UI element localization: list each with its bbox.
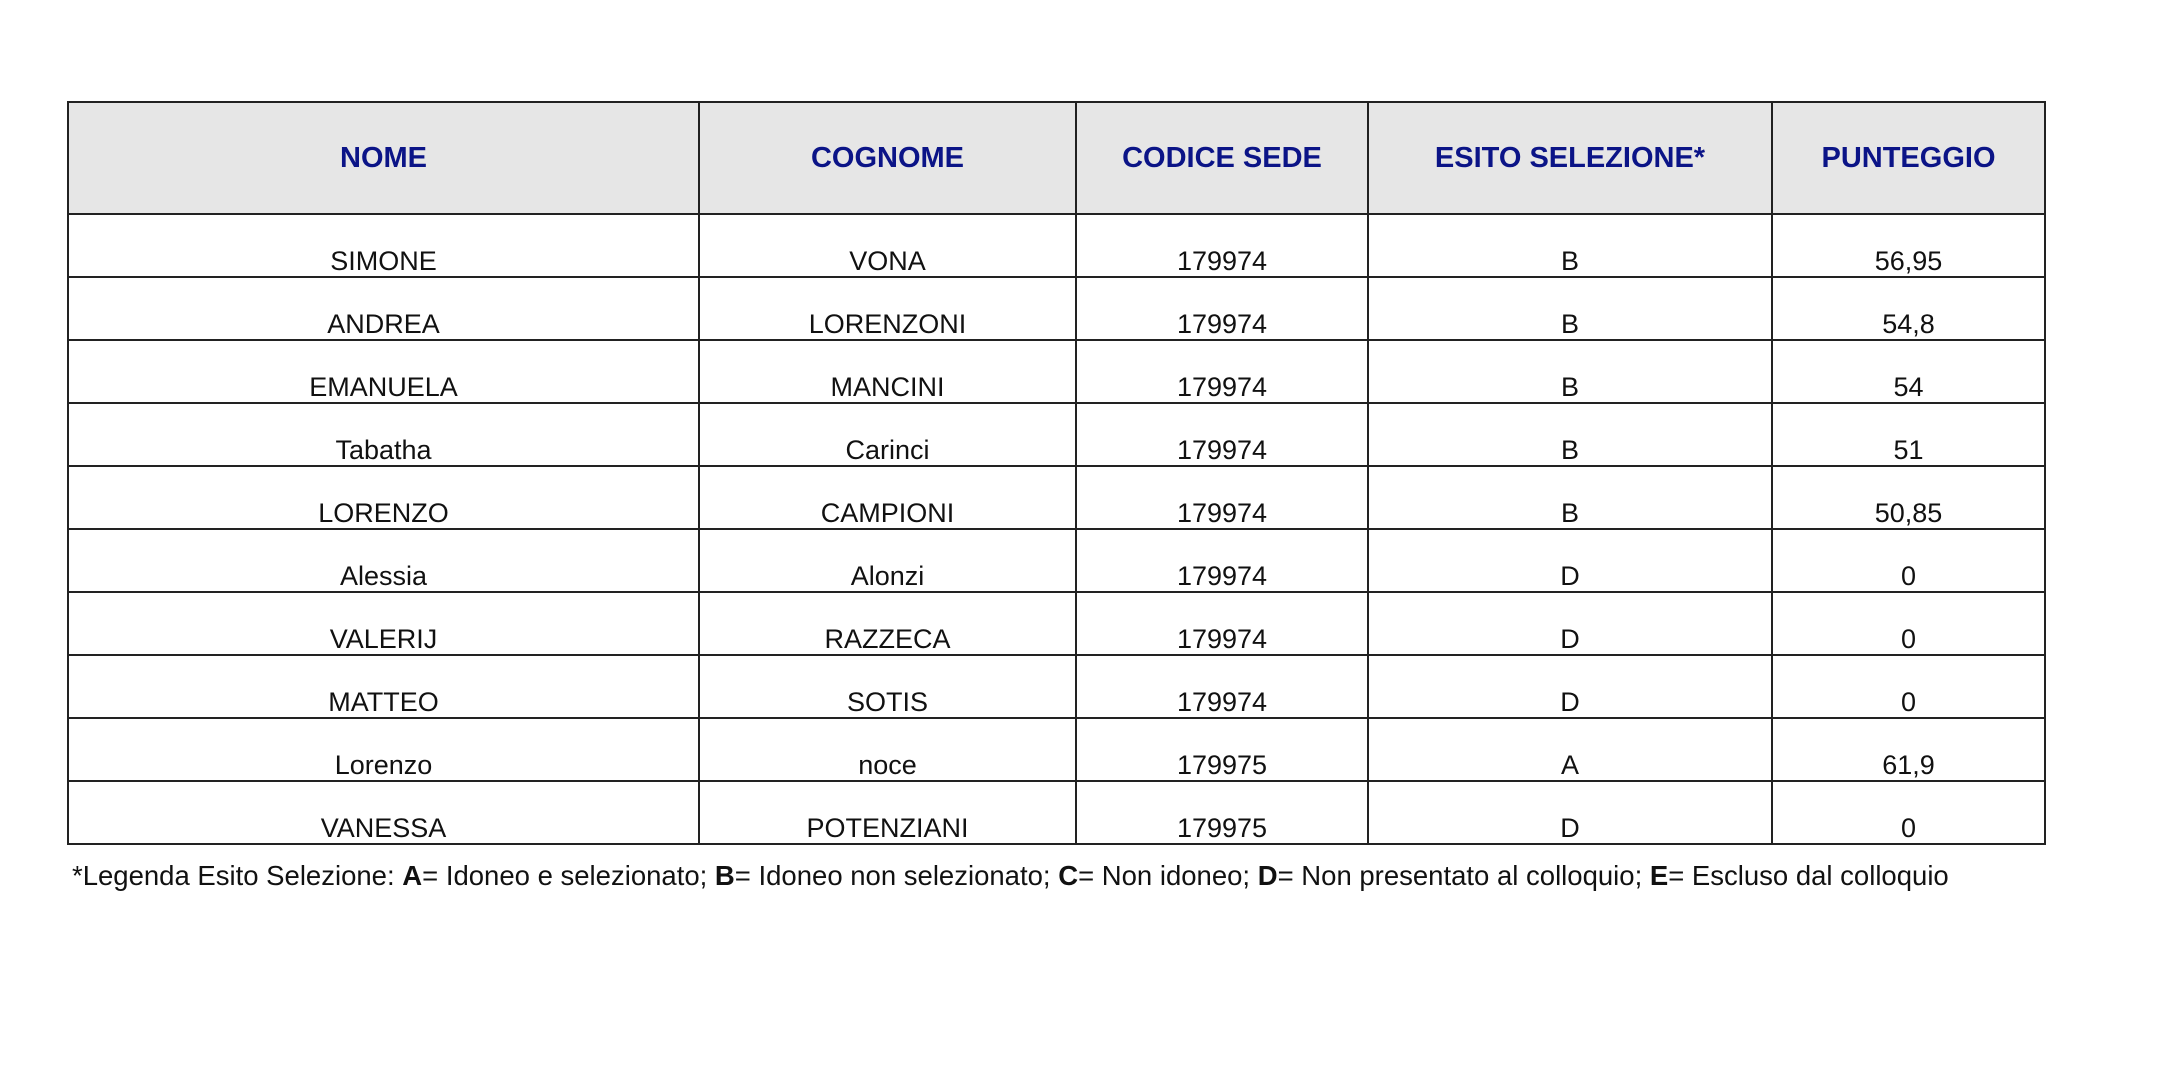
table-row: [68, 214, 2045, 277]
cell-codice-sede: 179974: [1076, 277, 1368, 340]
cell-esito: B: [1368, 466, 1772, 529]
cell-punteggio: 0: [1772, 781, 2045, 844]
cell-cognome: SOTIS: [699, 655, 1076, 718]
legend-code-a: A: [402, 860, 423, 891]
cell-codice-sede: 179974: [1076, 214, 1368, 277]
cell-codice-sede: 179974: [1076, 529, 1368, 592]
cell-cognome: CAMPIONI: [699, 466, 1076, 529]
cell-codice-sede: 179975: [1076, 781, 1368, 844]
header-row: [68, 102, 2045, 214]
cell-esito: D: [1368, 781, 1772, 844]
table-row: [68, 340, 2045, 403]
legend-code-c: C: [1058, 860, 1079, 891]
cell-esito: B: [1368, 214, 1772, 277]
cell-punteggio: 0: [1772, 655, 2045, 718]
cell-cognome: POTENZIANI: [699, 781, 1076, 844]
cell-codice-sede: 179974: [1076, 340, 1368, 403]
cell-punteggio: 54: [1772, 340, 2045, 403]
cell-esito: D: [1368, 592, 1772, 655]
header-codice-sede: CODICE SEDE: [1076, 102, 1368, 214]
cell-nome: VANESSA: [68, 781, 699, 844]
legend-code-d: D: [1257, 860, 1278, 891]
cell-nome: EMANUELA: [68, 340, 699, 403]
legend-text-c: = Non idoneo;: [1078, 860, 1258, 891]
cell-esito: B: [1368, 403, 1772, 466]
header-esito-selezione: ESITO SELEZIONE*: [1368, 102, 1772, 214]
cell-punteggio: 56,95: [1772, 214, 2045, 277]
cell-codice-sede: 179974: [1076, 655, 1368, 718]
cell-cognome: MANCINI: [699, 340, 1076, 403]
table-row: [68, 781, 2045, 844]
cell-nome: Lorenzo: [68, 718, 699, 781]
cell-cognome: Carinci: [699, 403, 1076, 466]
cell-cognome: RAZZECA: [699, 592, 1076, 655]
header-cognome: COGNOME: [699, 102, 1076, 214]
cell-codice-sede: 179974: [1076, 466, 1368, 529]
cell-esito: D: [1368, 655, 1772, 718]
cell-cognome: VONA: [699, 214, 1076, 277]
legend-text-d: = Non presentato al colloquio;: [1277, 860, 1650, 891]
cell-cognome: Alonzi: [699, 529, 1076, 592]
cell-nome: VALERIJ: [68, 592, 699, 655]
table-row: [68, 592, 2045, 655]
cell-esito: B: [1368, 340, 1772, 403]
cell-esito: A: [1368, 718, 1772, 781]
cell-punteggio: 50,85: [1772, 466, 2045, 529]
header-punteggio: PUNTEGGIO: [1772, 102, 2045, 214]
table-row: [68, 403, 2045, 466]
cell-codice-sede: 179975: [1076, 718, 1368, 781]
legend-code-e: E: [1649, 860, 1669, 891]
results-table: [67, 101, 2046, 845]
cell-cognome: LORENZONI: [699, 277, 1076, 340]
legend-text-b: = Idoneo non selezionato;: [734, 860, 1059, 891]
cell-punteggio: 0: [1772, 592, 2045, 655]
legend-text-a: = Idoneo e selezionato;: [422, 860, 715, 891]
table-row: [68, 529, 2045, 592]
legend-code-b: B: [714, 860, 735, 891]
legend-prefix: *Legenda Esito Selezione:: [72, 860, 403, 891]
table-row: [68, 718, 2045, 781]
table-row: [68, 277, 2045, 340]
legend-text-e: = Escluso dal colloquio: [1668, 860, 1949, 891]
cell-esito: B: [1368, 277, 1772, 340]
header-nome: NOME: [68, 102, 699, 214]
cell-punteggio: 51: [1772, 403, 2045, 466]
cell-esito: D: [1368, 529, 1772, 592]
cell-codice-sede: 179974: [1076, 403, 1368, 466]
table-row: [68, 655, 2045, 718]
cell-nome: ANDREA: [68, 277, 699, 340]
table-row: [68, 466, 2045, 529]
cell-punteggio: 54,8: [1772, 277, 2045, 340]
cell-cognome: noce: [699, 718, 1076, 781]
cell-nome: SIMONE: [68, 214, 699, 277]
cell-nome: MATTEO: [68, 655, 699, 718]
cell-nome: Tabatha: [68, 403, 699, 466]
cell-nome: Alessia: [68, 529, 699, 592]
cell-punteggio: 0: [1772, 529, 2045, 592]
cell-codice-sede: 179974: [1076, 592, 1368, 655]
cell-nome: LORENZO: [68, 466, 699, 529]
cell-punteggio: 61,9: [1772, 718, 2045, 781]
esito-legend: [72, 860, 1949, 892]
